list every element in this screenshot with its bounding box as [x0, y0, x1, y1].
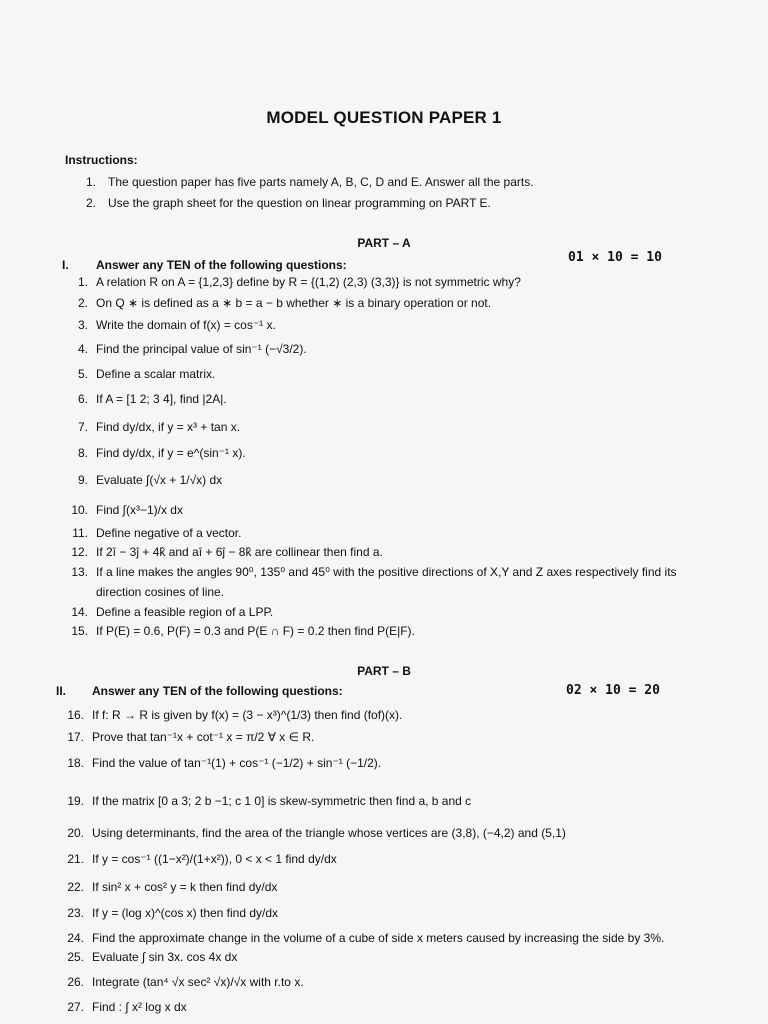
- instruction-text: Use the graph sheet for the question on linear programming on PART E.: [108, 196, 491, 210]
- instruction-item: [86, 196, 491, 210]
- instruction-number: 1.: [86, 175, 97, 189]
- instruction-item: [86, 175, 534, 189]
- question-25: 25. Evaluate ∫ sin 3x. cos 4x dx: [67, 950, 238, 964]
- question-7: 7. Find dy/dx, if y = x³ + tan x.: [77, 420, 241, 434]
- question-16: 16. If f: R → R is given by f(x) = (3 − x³)^(1/3) then find (fof)(x).: [67, 708, 403, 722]
- question-13-continuation: direction cosines of line.: [96, 585, 225, 599]
- part-a-instruction: Answer any TEN of the following questions:: [96, 258, 347, 272]
- question-1: 1. A relation R on A = {1,2,3} define by R = {(1,2) (2,3) (3,3)} is not symmetric why?: [77, 275, 521, 289]
- question-12: 12. If 2î − 3ĵ + 4k̂ and aî + 6ĵ − 8k̂ are collinear then find a.: [71, 545, 383, 559]
- question-5: 5. Define a scalar matrix.: [77, 367, 216, 381]
- part-b-marks: 02 × 10 = 20: [566, 683, 660, 698]
- part-b-roman: II.: [56, 684, 67, 698]
- question-23: 23. If y = (log x)^(cos x) then find dy/dx: [67, 906, 279, 920]
- question-13: 13. If a line makes the angles 90⁰, 135⁰ and 45⁰ with the positive directions of X,Y and Z axes respectively find its: [71, 565, 677, 579]
- instruction-text: The question paper has five parts namely A, B, C, D and E. Answer all the parts.: [108, 175, 534, 189]
- paper-title: MODEL QUESTION PAPER 1: [266, 108, 502, 127]
- question-27: 27. Find : ∫ x² log x dx: [67, 1000, 187, 1014]
- part-a-marks: 01 × 10 = 10: [568, 250, 662, 265]
- instruction-number: 2.: [86, 196, 97, 210]
- question-6: 6. If A = [1 2; 3 4], find |2A|.: [77, 392, 227, 406]
- question-17: 17. Prove that tan⁻¹x + cot⁻¹ x = π/2 ∀ x ∈ R.: [67, 730, 315, 744]
- instructions-heading: Instructions:: [65, 153, 138, 167]
- question-10: 10. Find ∫(x³−1)/x dx: [71, 503, 183, 517]
- part-a-roman: I.: [62, 258, 69, 272]
- question-11: 11. Define negative of a vector.: [72, 526, 242, 540]
- part-a-heading: PART – A: [357, 236, 411, 250]
- question-18: 18. Find the value of tan⁻¹(1) + cos⁻¹ (−1/2) + sin⁻¹ (−1/2).: [67, 756, 382, 770]
- question-22: 22. If sin² x + cos² y = k then find dy/dx: [67, 880, 278, 894]
- question-14: 14. Define a feasible region of a LPP.: [71, 605, 274, 619]
- question-9: 9. Evaluate ∫(√x + 1/√x) dx: [77, 473, 223, 487]
- question-15: 15. If P(E) = 0.6, P(F) = 0.3 and P(E ∩ F) = 0.2 then find P(E|F).: [71, 624, 415, 638]
- question-26: 26. Integrate (tan⁴ √x sec² √x)/√x with r.to x.: [67, 975, 304, 989]
- question-21: 21. If y = cos⁻¹ ((1−x²)/(1+x²)), 0 < x < 1 find dy/dx: [67, 852, 337, 866]
- part-b-instruction: Answer any TEN of the following questions:: [92, 684, 343, 698]
- question-19: 19. If the matrix [0 a 3; 2 b −1; c 1 0] is skew-symmetric then find a, b and c: [67, 794, 472, 808]
- question-3: 3. Write the domain of f(x) = cos⁻¹ x.: [77, 318, 276, 332]
- question-8: 8. Find dy/dx, if y = e^(sin⁻¹ x).: [77, 446, 246, 460]
- question-2: 2. On Q ∗ is defined as a ∗ b = a − b whether ∗ is a binary operation or not.: [77, 296, 492, 310]
- question-20: 20. Using determinants, find the area of the triangle whose vertices are (3,8), (−4,2) and (5,1): [67, 826, 566, 840]
- question-24: 24. Find the approximate change in the volume of a cube of side x meters caused by increasing the side by 3%.: [67, 931, 665, 945]
- question-4: 4. Find the principal value of sin⁻¹ (−√3/2).: [77, 342, 307, 356]
- part-b-heading: PART – B: [357, 664, 411, 678]
